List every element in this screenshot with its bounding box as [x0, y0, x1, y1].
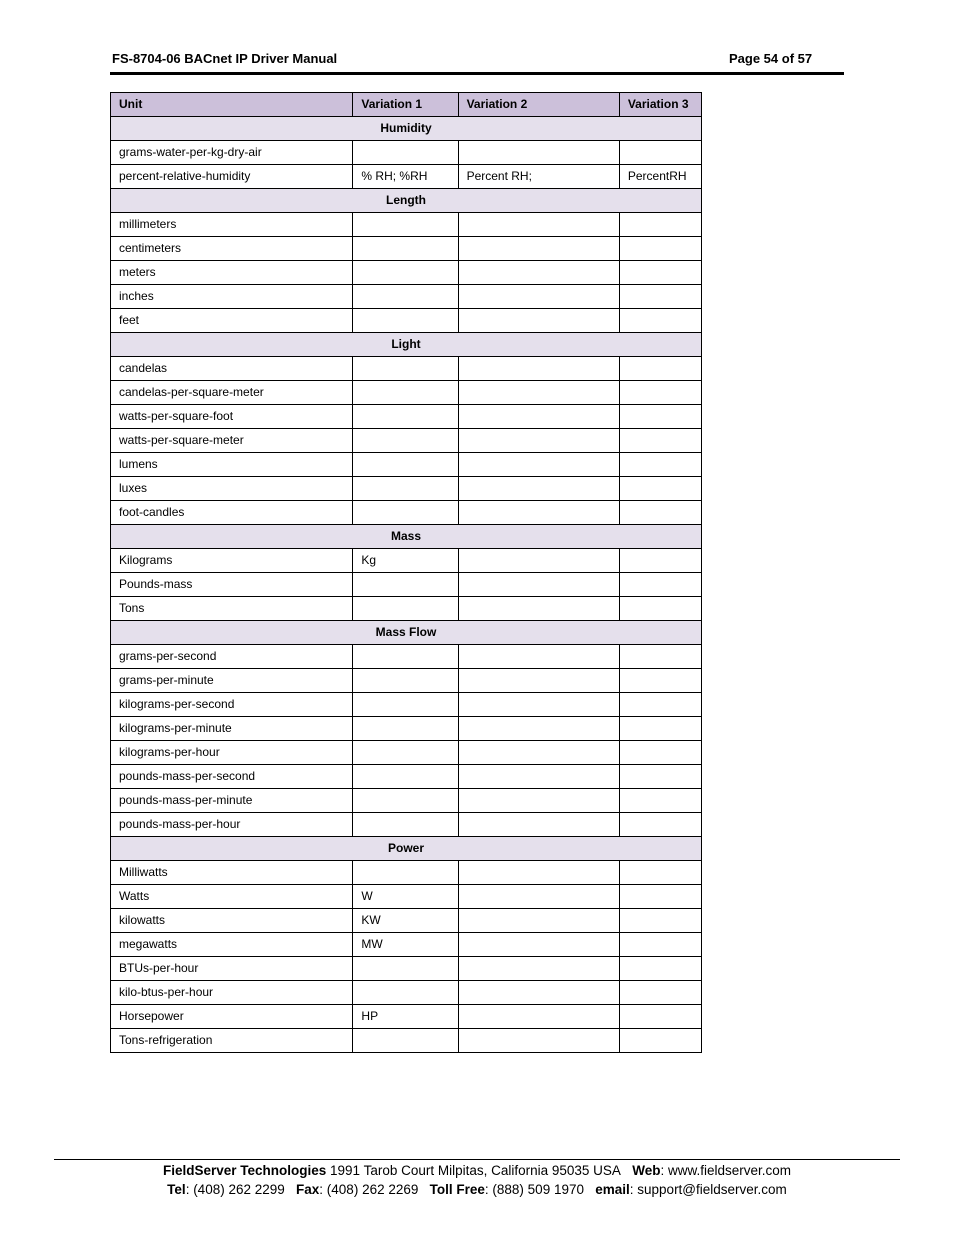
section-title: Mass Flow [111, 621, 702, 645]
unit-cell: BTUs-per-hour [111, 957, 353, 981]
variation-3-cell [619, 501, 701, 525]
variation-2-cell [458, 669, 619, 693]
variation-1-cell [353, 429, 458, 453]
variation-1-cell [353, 261, 458, 285]
unit-cell: pounds-mass-per-hour [111, 813, 353, 837]
variation-2-cell [458, 933, 619, 957]
variation-2-cell [458, 789, 619, 813]
table-row [111, 909, 702, 933]
variation-2-cell [458, 885, 619, 909]
footer-tel-label: Tel [167, 1182, 186, 1197]
variation-2-cell [458, 309, 619, 333]
variation-3-cell [619, 885, 701, 909]
table-row [111, 957, 702, 981]
section-title: Length [111, 189, 702, 213]
variation-3-cell [619, 309, 701, 333]
footer-line-1 [0, 1163, 954, 1178]
unit-cell: kilograms-per-minute [111, 717, 353, 741]
footer-rule [54, 1159, 900, 1160]
variation-1-cell [353, 861, 458, 885]
variation-2-cell [458, 645, 619, 669]
table-row [111, 933, 702, 957]
table-header-row [111, 93, 702, 117]
units-table-body [111, 117, 702, 1053]
variation-3-cell [619, 261, 701, 285]
table-row [111, 717, 702, 741]
variation-3-cell [619, 765, 701, 789]
unit-cell: watts-per-square-foot [111, 405, 353, 429]
section-title: Mass [111, 525, 702, 549]
footer-email: : support@fieldserver.com [629, 1182, 787, 1197]
variation-3-cell [619, 981, 701, 1005]
unit-cell: inches [111, 285, 353, 309]
variation-3-cell [619, 573, 701, 597]
variation-3-cell [619, 693, 701, 717]
unit-cell: candelas-per-square-meter [111, 381, 353, 405]
variation-3-cell [619, 429, 701, 453]
section-title: Humidity [111, 117, 702, 141]
document-title: FS-8704-06 BACnet IP Driver Manual [112, 51, 338, 66]
unit-cell: foot-candles [111, 501, 353, 525]
variation-1-cell [353, 237, 458, 261]
table-row [111, 669, 702, 693]
variation-3-cell [619, 909, 701, 933]
table-row [111, 429, 702, 453]
table-row [111, 813, 702, 837]
unit-cell: meters [111, 261, 353, 285]
variation-2-cell [458, 261, 619, 285]
column-header-variation-2: Variation 2 [458, 93, 619, 117]
footer-fax: : (408) 262 2269 [319, 1182, 419, 1197]
unit-cell: millimeters [111, 213, 353, 237]
units-table [110, 92, 702, 1053]
variation-2-cell [458, 381, 619, 405]
variation-1-cell [353, 693, 458, 717]
table-row [111, 309, 702, 333]
variation-3-cell [619, 381, 701, 405]
variation-3-cell [619, 237, 701, 261]
variation-1-cell [353, 957, 458, 981]
variation-1-cell [353, 477, 458, 501]
variation-2-cell [458, 693, 619, 717]
variation-1-cell: % RH; %RH [353, 165, 458, 189]
variation-1-cell [353, 741, 458, 765]
column-header-variation-1: Variation 1 [353, 93, 458, 117]
variation-1-cell [353, 501, 458, 525]
footer-tollfree: : (888) 509 1970 [484, 1182, 584, 1197]
variation-1-cell [353, 1029, 458, 1053]
section-header-row [111, 837, 702, 861]
variation-3-cell [619, 285, 701, 309]
variation-1-cell: Kg [353, 549, 458, 573]
table-row [111, 165, 702, 189]
variation-3-cell [619, 741, 701, 765]
variation-2-cell [458, 237, 619, 261]
variation-2-cell: Percent RH; [458, 165, 619, 189]
variation-1-cell [353, 717, 458, 741]
variation-3-cell [619, 645, 701, 669]
variation-1-cell [353, 309, 458, 333]
section-header-row [111, 117, 702, 141]
unit-cell: percent-relative-humidity [111, 165, 353, 189]
unit-cell: megawatts [111, 933, 353, 957]
table-row [111, 789, 702, 813]
variation-3-cell: PercentRH [619, 165, 701, 189]
variation-3-cell [619, 141, 701, 165]
variation-1-cell: KW [353, 909, 458, 933]
variation-2-cell [458, 477, 619, 501]
variation-2-cell [458, 549, 619, 573]
variation-2-cell [458, 909, 619, 933]
variation-3-cell [619, 861, 701, 885]
variation-2-cell [458, 861, 619, 885]
table-row [111, 261, 702, 285]
footer-company: FieldServer Technologies [162, 1163, 327, 1178]
variation-3-cell [619, 477, 701, 501]
page-number: Page 54 of 57 [729, 51, 813, 66]
variation-1-cell [353, 669, 458, 693]
variation-1-cell [353, 213, 458, 237]
table-row [111, 573, 702, 597]
variation-2-cell [458, 453, 619, 477]
unit-cell: Tons [111, 597, 353, 621]
variation-2-cell [458, 573, 619, 597]
variation-2-cell [458, 357, 619, 381]
table-row [111, 1029, 702, 1053]
section-header-row [111, 525, 702, 549]
unit-cell: kilograms-per-hour [111, 741, 353, 765]
footer-line-2 [0, 1182, 954, 1197]
unit-cell: grams-per-second [111, 645, 353, 669]
unit-cell: Kilograms [111, 549, 353, 573]
variation-2-cell [458, 957, 619, 981]
variation-1-cell [353, 141, 458, 165]
table-row [111, 549, 702, 573]
variation-1-cell [353, 597, 458, 621]
unit-cell: kilowatts [111, 909, 353, 933]
table-row [111, 381, 702, 405]
variation-1-cell [353, 645, 458, 669]
variation-3-cell [619, 789, 701, 813]
variation-1-cell [353, 405, 458, 429]
unit-cell: pounds-mass-per-minute [111, 789, 353, 813]
variation-2-cell [458, 429, 619, 453]
variation-1-cell [353, 357, 458, 381]
unit-cell: grams-water-per-kg-dry-air [111, 141, 353, 165]
unit-cell: pounds-mass-per-second [111, 765, 353, 789]
unit-cell: kilograms-per-second [111, 693, 353, 717]
variation-1-cell [353, 981, 458, 1005]
variation-2-cell [458, 1029, 619, 1053]
header-rule [110, 72, 844, 75]
unit-cell: kilo-btus-per-hour [111, 981, 353, 1005]
table-row [111, 141, 702, 165]
table-row [111, 981, 702, 1005]
variation-1-cell [353, 381, 458, 405]
unit-cell: lumens [111, 453, 353, 477]
table-row [111, 453, 702, 477]
variation-1-cell [353, 789, 458, 813]
variation-2-cell [458, 741, 619, 765]
variation-3-cell [619, 597, 701, 621]
column-header-unit: Unit [111, 93, 353, 117]
variation-2-cell [458, 213, 619, 237]
variation-2-cell [458, 285, 619, 309]
variation-2-cell [458, 405, 619, 429]
table-row [111, 765, 702, 789]
table-row [111, 861, 702, 885]
variation-2-cell [458, 1005, 619, 1029]
unit-cell: grams-per-minute [111, 669, 353, 693]
unit-cell: Tons-refrigeration [111, 1029, 353, 1053]
footer-address: 1991 Tarob Court Milpitas, California 95035 USA [326, 1163, 621, 1178]
table-row [111, 213, 702, 237]
variation-2-cell [458, 981, 619, 1005]
unit-cell: Watts [111, 885, 353, 909]
variation-3-cell [619, 213, 701, 237]
table-row [111, 477, 702, 501]
variation-3-cell [619, 813, 701, 837]
variation-1-cell [353, 765, 458, 789]
footer-email-label: email [595, 1182, 630, 1197]
column-header-variation-3: Variation 3 [619, 93, 701, 117]
variation-2-cell [458, 597, 619, 621]
footer-tel: : (408) 262 2299 [185, 1182, 285, 1197]
variation-3-cell [619, 669, 701, 693]
variation-2-cell [458, 717, 619, 741]
section-header-row [111, 189, 702, 213]
variation-1-cell: W [353, 885, 458, 909]
variation-1-cell: HP [353, 1005, 458, 1029]
variation-3-cell [619, 357, 701, 381]
footer-fax-label: Fax [296, 1182, 320, 1197]
variation-3-cell [619, 933, 701, 957]
unit-cell: Pounds-mass [111, 573, 353, 597]
variation-1-cell: MW [353, 933, 458, 957]
table-row [111, 885, 702, 909]
unit-cell: candelas [111, 357, 353, 381]
variation-3-cell [619, 453, 701, 477]
unit-cell: watts-per-square-meter [111, 429, 353, 453]
table-row [111, 597, 702, 621]
variation-2-cell [458, 501, 619, 525]
variation-1-cell [353, 453, 458, 477]
variation-2-cell [458, 765, 619, 789]
variation-2-cell [458, 141, 619, 165]
section-header-row [111, 333, 702, 357]
variation-2-cell [458, 813, 619, 837]
table-row [111, 285, 702, 309]
table-row [111, 645, 702, 669]
table-row [111, 1005, 702, 1029]
variation-3-cell [619, 549, 701, 573]
footer-web-label: Web [632, 1163, 661, 1178]
unit-cell: luxes [111, 477, 353, 501]
section-title: Power [111, 837, 702, 861]
unit-cell: feet [111, 309, 353, 333]
table-row [111, 693, 702, 717]
table-row [111, 357, 702, 381]
unit-cell: Milliwatts [111, 861, 353, 885]
variation-1-cell [353, 813, 458, 837]
variation-1-cell [353, 285, 458, 309]
variation-3-cell [619, 1005, 701, 1029]
table-row [111, 501, 702, 525]
variation-1-cell [353, 573, 458, 597]
unit-cell: centimeters [111, 237, 353, 261]
unit-cell: Horsepower [111, 1005, 353, 1029]
footer-tollfree-label: Toll Free [429, 1182, 485, 1197]
variation-3-cell [619, 1029, 701, 1053]
table-row [111, 237, 702, 261]
section-title: Light [111, 333, 702, 357]
table-row [111, 405, 702, 429]
variation-3-cell [619, 957, 701, 981]
section-header-row [111, 621, 702, 645]
variation-3-cell [619, 717, 701, 741]
variation-3-cell [619, 405, 701, 429]
footer-web: : www.fieldserver.com [660, 1163, 792, 1178]
table-row [111, 741, 702, 765]
